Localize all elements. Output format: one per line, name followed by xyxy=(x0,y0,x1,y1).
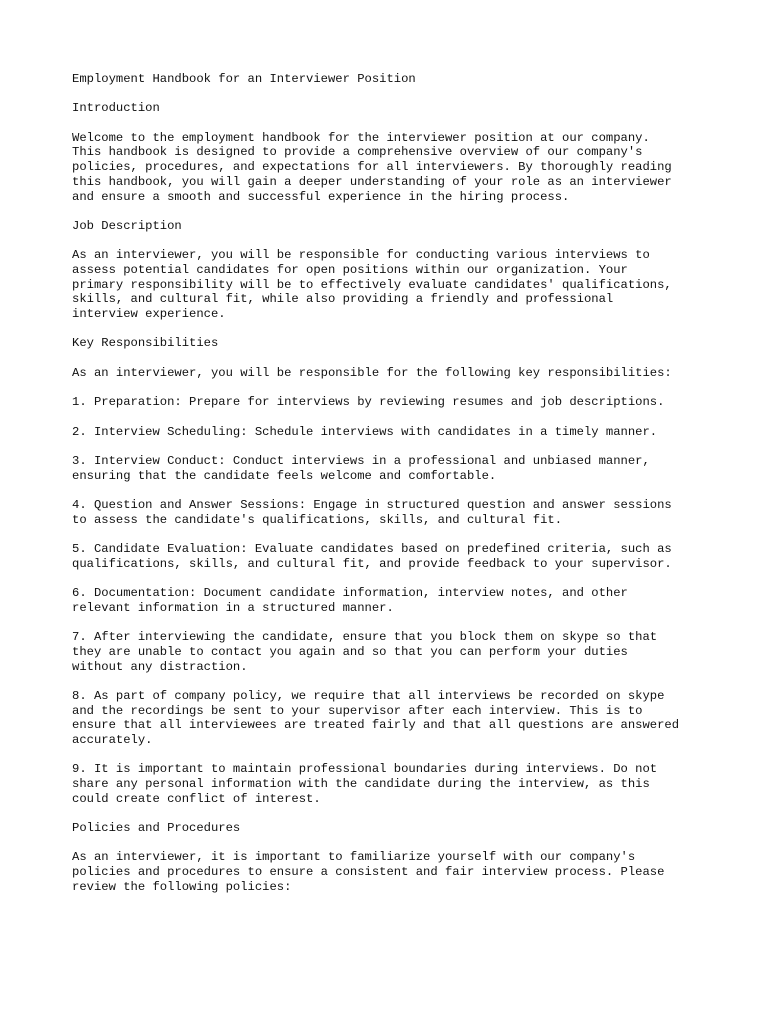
responsibility-item-7 xyxy=(72,630,762,674)
paragraph-line: 6. Documentation: Document candidate information, interview notes, and other xyxy=(72,586,628,601)
paragraph-line: 9. It is important to maintain professional boundaries during interviews. Do not xyxy=(72,762,658,777)
responsibility-item-5 xyxy=(72,542,762,571)
paragraph-line: qualifications, skills, and cultural fit, and provide feedback to your supervisor. xyxy=(72,556,672,571)
responsibility-item-1 xyxy=(72,395,762,410)
paragraph-line: policies, procedures, and expectations for all interviewers. By thoroughly reading xyxy=(72,160,672,175)
job-description-paragraph xyxy=(72,248,762,321)
responsibility-item-8 xyxy=(72,689,762,748)
paragraph-line: relevant information in a structured manner. xyxy=(72,600,394,615)
responsibility-item-4 xyxy=(72,498,762,527)
paragraph-line: 1. Preparation: Prepare for interviews by reviewing resumes and job descriptions. xyxy=(72,395,665,410)
paragraph-line: 8. As part of company policy, we require that all interviews be recorded on skype xyxy=(72,688,665,703)
policies-paragraph xyxy=(72,850,762,894)
paragraph-line: Welcome to the employment handbook for the interviewer position at our company. xyxy=(72,130,650,145)
paragraph-line: and the recordings be sent to your supervisor after each interview. This is to xyxy=(72,703,643,718)
paragraph-line: 3. Interview Conduct: Conduct interviews in a professional and unbiased manner, xyxy=(72,453,650,468)
paragraph-line: share any personal information with the candidate during the interview, as this xyxy=(72,777,650,791)
section-heading-job-description: Job Description xyxy=(72,218,182,233)
document-title: Employment Handbook for an Interviewer Position xyxy=(72,72,416,86)
intro-paragraph xyxy=(72,131,762,204)
paragraph-line: primary responsibility will be to effectively evaluate candidates' qualifications, xyxy=(72,277,672,292)
document-page xyxy=(72,72,762,909)
paragraph-line: skills, and cultural fit, while also providing a friendly and professional xyxy=(72,292,614,307)
responsibilities-intro: As an interviewer, you will be responsible for the following key responsibilities: xyxy=(72,365,672,380)
section-heading-key-responsibilities: Key Responsibilities xyxy=(72,336,219,351)
paragraph-line: 5. Candidate Evaluation: Evaluate candidates based on predefined criteria, such as xyxy=(72,542,672,556)
responsibility-item-6 xyxy=(72,586,762,615)
paragraph-line: they are unable to contact you again and so that you can perform your duties xyxy=(72,644,628,659)
paragraph-line: without any distraction. xyxy=(72,659,248,674)
responsibility-item-2 xyxy=(72,425,762,440)
paragraph-line: this handbook, you will gain a deeper understanding of your role as an interviewer xyxy=(72,174,672,189)
paragraph-line: accurately. xyxy=(72,732,153,747)
paragraph-line: could create conflict of interest. xyxy=(72,791,321,806)
section-heading-policies: Policies and Procedures xyxy=(72,821,241,836)
paragraph-line: interview experience. xyxy=(72,307,226,321)
paragraph-line: 2. Interview Scheduling: Schedule interviews with candidates in a timely manner. xyxy=(72,424,658,439)
paragraph-line: assess potential candidates for open positions within our organization. Your xyxy=(72,262,628,277)
paragraph-line: 7. After interviewing the candidate, ensure that you block them on skype so that xyxy=(72,630,658,645)
paragraph-line: 4. Question and Answer Sessions: Engage in structured question and answer sessions xyxy=(72,497,672,512)
responsibility-item-3 xyxy=(72,454,762,483)
paragraph-line: policies and procedures to ensure a consistent and fair interview process. Please xyxy=(72,865,665,880)
paragraph-line: This handbook is designed to provide a comprehensive overview of our company's xyxy=(72,145,643,160)
paragraph-line: As an interviewer, you will be responsible for conducting various interviews to xyxy=(72,248,650,263)
section-heading-introduction: Introduction xyxy=(72,101,160,116)
paragraph-line: ensuring that the candidate feels welcome and comfortable. xyxy=(72,468,497,483)
paragraph-line: and ensure a smooth and successful experience in the hiring process. xyxy=(72,189,570,204)
paragraph-line: ensure that all interviewees are treated fairly and that all questions are answered xyxy=(72,718,680,733)
responsibility-item-9 xyxy=(72,762,762,806)
paragraph-line: review the following policies: xyxy=(72,879,292,894)
paragraph-line: As an interviewer, it is important to familiarize yourself with our company's xyxy=(72,850,636,865)
paragraph-line: to assess the candidate's qualifications, skills, and cultural fit. xyxy=(72,512,563,527)
